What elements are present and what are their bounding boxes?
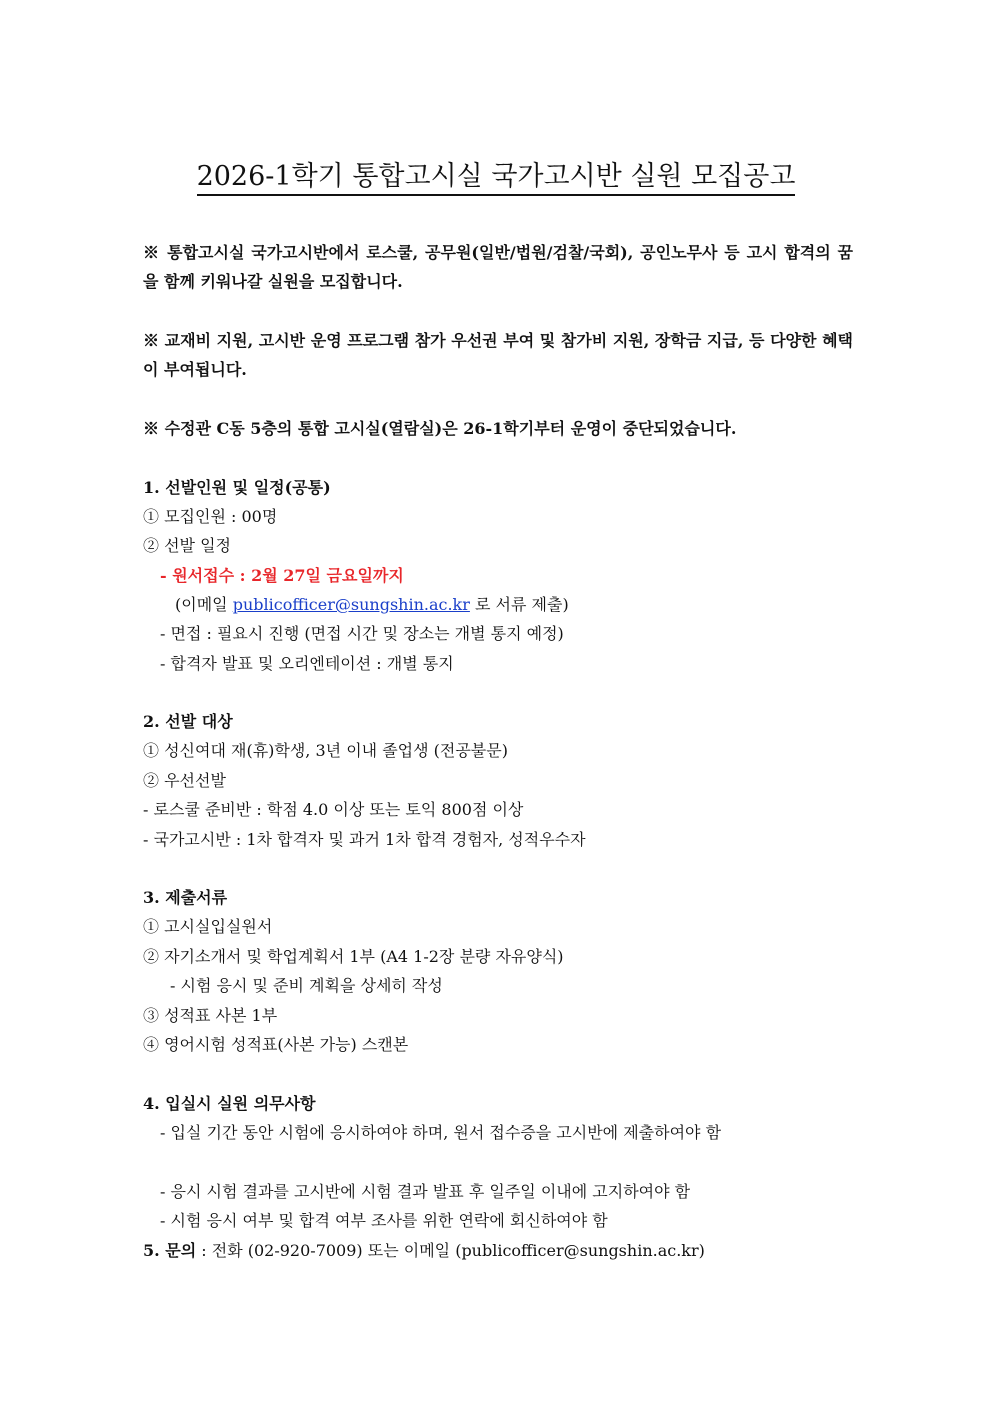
contact-line bbox=[143, 1236, 705, 1265]
deadline-line: - 원서접수 : 2월 27일 금요일까지 bbox=[160, 566, 404, 585]
page-title-text: 2026-1학기 통합고시실 국가고시반 실원 모집공고 bbox=[197, 161, 796, 196]
page-title bbox=[0, 157, 992, 197]
section2-sub1: - 로스쿨 준비반 : 학점 4.0 이상 또는 토익 800점 이상 bbox=[143, 800, 524, 819]
notice-1: ※ 통합고시실 국가고시반에서 로스쿨, 공무원(일반/법원/검찰/국회), 공인노무사 등 고시 합격의 꿈을 함께 키워나갈 실원을 모집합니다. bbox=[143, 243, 853, 291]
duty-1: - 입실 기간 동안 시험에 응시하여야 하며, 원서 접수증을 고시반에 제출하여야 함 bbox=[160, 1123, 722, 1142]
section5-heading: 5. 문의 bbox=[143, 1241, 197, 1260]
section2-heading: 2. 선발 대상 bbox=[143, 712, 233, 731]
interview-line: - 면접 : 필요시 진행 (면접 시간 및 장소는 개별 통지 예정) bbox=[160, 624, 564, 643]
section3-heading: 3. 제출서류 bbox=[143, 888, 228, 907]
section2-sub2: - 국가고시반 : 1차 합격자 및 과거 1차 합격 경험자, 성적우수자 bbox=[143, 830, 586, 849]
section1-item1: ① 모집인원 : 00명 bbox=[143, 507, 278, 526]
notice-3: ※ 수정관 C동 5층의 통합 고시실(열람실)은 26-1학기부터 운영이 중단되었습니다. bbox=[143, 419, 737, 438]
section3-item4: ④ 영어시험 성적표(사본 가능) 스캔본 bbox=[143, 1035, 409, 1054]
notice-2: ※ 교재비 지원, 고시반 운영 프로그램 참가 우선권 부여 및 참가비 지원, 장학금 지급, 등 다양한 혜택이 부여됩니다. bbox=[143, 331, 853, 379]
section3-item2-sub: - 시험 응시 및 준비 계획을 상세히 작성 bbox=[170, 976, 443, 995]
email-link[interactable]: publicofficer@sungshin.ac.kr bbox=[232, 595, 470, 614]
email-suffix: 로 서류 제출) bbox=[469, 595, 569, 614]
section3-item3: ③ 성적표 사본 1부 bbox=[143, 1006, 278, 1025]
email-prefix: (이메일 bbox=[175, 595, 233, 614]
section3-item1: ① 고시실입실원서 bbox=[143, 917, 273, 936]
section1-heading: 1. 선발인원 및 일정(공통) bbox=[143, 478, 331, 497]
duty-2: - 응시 시험 결과를 고시반에 시험 결과 발표 후 일주일 이내에 고지하여야 함 bbox=[160, 1182, 691, 1201]
section3-item2: ② 자기소개서 및 학업계획서 1부 (A4 1-2장 분량 자유양식) bbox=[143, 947, 564, 966]
section1-item2: ② 선발 일정 bbox=[143, 536, 231, 555]
section2-item2: ② 우선선발 bbox=[143, 771, 226, 790]
email-line bbox=[175, 590, 569, 619]
section2-item1: ① 성신여대 재(휴)학생, 3년 이내 졸업생 (전공불문) bbox=[143, 741, 508, 760]
announce-line: - 합격자 발표 및 오리엔테이션 : 개별 통지 bbox=[160, 654, 454, 673]
section4-heading: 4. 입실시 실원 의무사항 bbox=[143, 1094, 316, 1113]
contact-text: : 전화 (02-920-7009) 또는 이메일 (publicofficer@sungshin.ac.kr) bbox=[196, 1241, 705, 1260]
duty-3: - 시험 응시 여부 및 합격 여부 조사를 위한 연락에 회신하여야 함 bbox=[160, 1211, 608, 1230]
